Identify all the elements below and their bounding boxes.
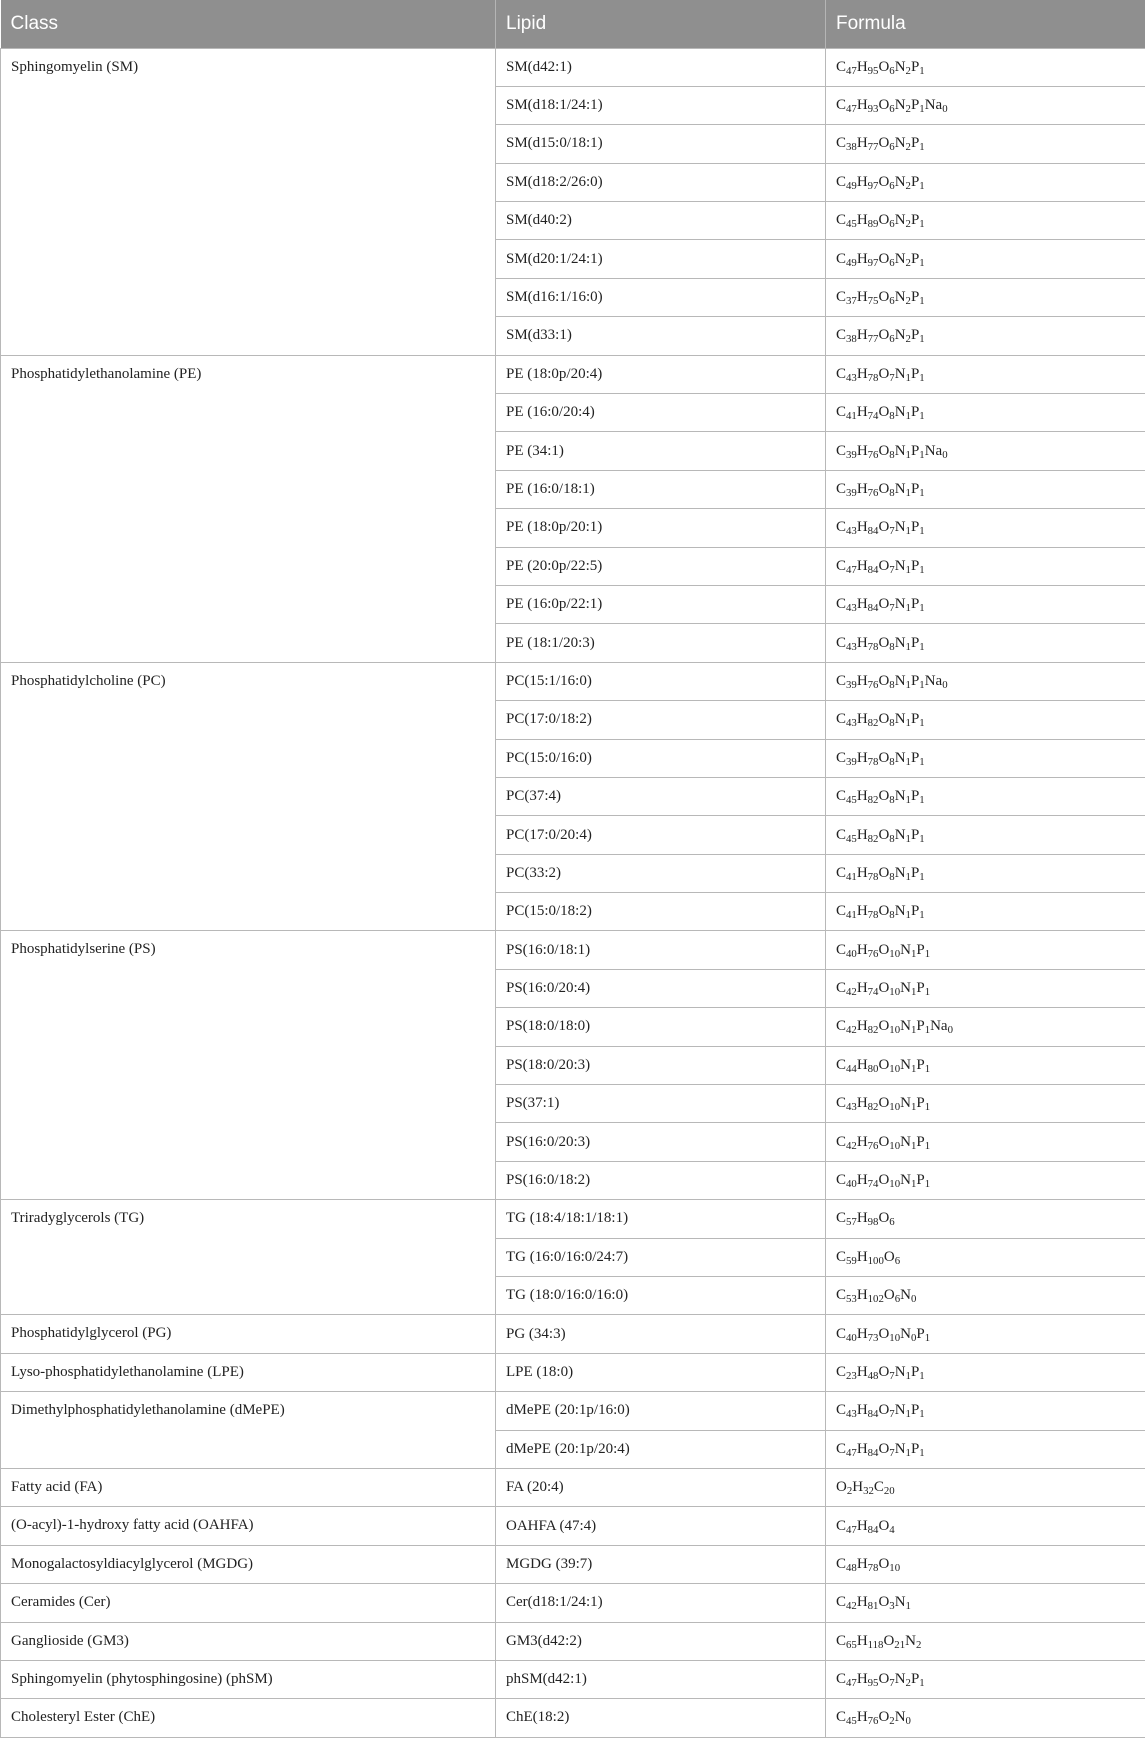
table-row — [1, 1584, 1145, 1622]
lipid-cell: MGDG (39:7) — [496, 1545, 826, 1583]
formula-cell: $C_{39}H_{76}O_8N_1P_1$ — [826, 470, 1145, 508]
formula-cell: $C_{43}H_{84}O_7N_1P_1$ — [826, 1392, 1145, 1430]
lipid-cell: PS(37:1) — [496, 1085, 826, 1123]
formula-cell: $C_{45}H_{82}O_8N_1P_1$ — [826, 816, 1145, 854]
formula-cell: $O_2H_{32}C_{20}$ — [826, 1468, 1145, 1506]
formula-cell: $C_{42}H_{74}O_{10}N_1P_1$ — [826, 969, 1145, 1007]
class-cell: Sphingomyelin (phytosphingosine) (phSM) — [1, 1660, 496, 1698]
class-cell: Fatty acid (FA) — [1, 1468, 496, 1506]
lipid-cell: PC(15:0/18:2) — [496, 893, 826, 931]
lipid-cell: PC(33:2) — [496, 854, 826, 892]
lipid-cell: PC(17:0/20:4) — [496, 816, 826, 854]
formula-cell: $C_{57}H_{98}O_6$ — [826, 1200, 1145, 1238]
formula-cell: $C_{37}H_{75}O_6N_2P_1$ — [826, 278, 1145, 316]
table-row — [1, 931, 1145, 969]
table-row — [1, 1545, 1145, 1583]
lipid-cell: SM(d20:1/24:1) — [496, 240, 826, 278]
formula-cell: $C_{44}H_{80}O_{10}N_1P_1$ — [826, 1046, 1145, 1084]
formula-cell: $C_{40}H_{74}O_{10}N_1P_1$ — [826, 1161, 1145, 1199]
lipid-cell: dMePE (20:1p/20:4) — [496, 1430, 826, 1468]
formula-cell: $C_{42}H_{76}O_{10}N_1P_1$ — [826, 1123, 1145, 1161]
formula-cell: $C_{43}H_{78}O_8N_1P_1$ — [826, 624, 1145, 662]
formula-cell: $C_{43}H_{82}O_{10}N_1P_1$ — [826, 1085, 1145, 1123]
formula-cell: $C_{47}H_{95}O_6N_2P_1$ — [826, 48, 1145, 86]
lipid-cell: PE (18:1/20:3) — [496, 624, 826, 662]
lipid-cell: SM(d16:1/16:0) — [496, 278, 826, 316]
lipid-cell: dMePE (20:1p/16:0) — [496, 1392, 826, 1430]
formula-cell: $C_{45}H_{76}O_2N_0$ — [826, 1699, 1145, 1737]
lipid-cell: ChE(18:2) — [496, 1699, 826, 1737]
formula-cell: $C_{41}H_{74}O_8N_1P_1$ — [826, 394, 1145, 432]
table-row — [1, 1699, 1145, 1737]
lipid-cell: PE (20:0p/22:5) — [496, 547, 826, 585]
formula-cell: $C_{59}H_{100}O_6$ — [826, 1238, 1145, 1276]
table-row — [1, 1353, 1145, 1391]
formula-cell: $C_{39}H_{76}O_8N_1P_1Na_0$ — [826, 662, 1145, 700]
formula-cell: $C_{45}H_{82}O_8N_1P_1$ — [826, 777, 1145, 815]
formula-cell: $C_{42}H_{81}O_3N_1$ — [826, 1584, 1145, 1622]
formula-cell: $C_{43}H_{78}O_7N_1P_1$ — [826, 355, 1145, 393]
lipid-cell: SM(d18:1/24:1) — [496, 86, 826, 124]
formula-cell: $C_{41}H_{78}O_8N_1P_1$ — [826, 854, 1145, 892]
lipid-cell: TG (18:0/16:0/16:0) — [496, 1277, 826, 1315]
formula-cell: $C_{40}H_{76}O_{10}N_1P_1$ — [826, 931, 1145, 969]
lipid-cell: TG (16:0/16:0/24:7) — [496, 1238, 826, 1276]
lipid-cell: PE (16:0/18:1) — [496, 470, 826, 508]
table-header — [1, 0, 1145, 48]
lipid-cell: phSM(d42:1) — [496, 1660, 826, 1698]
class-cell: Phosphatidylethanolamine (PE) — [1, 355, 496, 662]
class-cell: Ceramides (Cer) — [1, 1584, 496, 1622]
lipid-cell: PE (18:0p/20:4) — [496, 355, 826, 393]
formula-cell: $C_{40}H_{73}O_{10}N_0P_1$ — [826, 1315, 1145, 1353]
formula-cell: $C_{47}H_{84}O_7N_1P_1$ — [826, 1430, 1145, 1468]
formula-cell: $C_{47}H_{84}O_7N_1P_1$ — [826, 547, 1145, 585]
formula-cell: $C_{43}H_{84}O_7N_1P_1$ — [826, 509, 1145, 547]
table-row — [1, 1660, 1145, 1698]
formula-cell: $C_{45}H_{89}O_6N_2P_1$ — [826, 202, 1145, 240]
lipid-cell: SM(d15:0/18:1) — [496, 125, 826, 163]
formula-cell: $C_{49}H_{97}O_6N_2P_1$ — [826, 163, 1145, 201]
lipid-cell: GM3(d42:2) — [496, 1622, 826, 1660]
class-cell: (O-acyl)-1-hydroxy fatty acid (OAHFA) — [1, 1507, 496, 1545]
table-row — [1, 1200, 1145, 1238]
formula-cell: $C_{47}H_{84}O_4$ — [826, 1507, 1145, 1545]
lipid-cell: PC(37:4) — [496, 777, 826, 815]
table-body — [1, 48, 1145, 1737]
formula-cell: $C_{48}H_{78}O_{10}$ — [826, 1545, 1145, 1583]
lipid-cell: Cer(d18:1/24:1) — [496, 1584, 826, 1622]
lipid-cell: OAHFA (47:4) — [496, 1507, 826, 1545]
formula-cell: $C_{39}H_{76}O_8N_1P_1Na_0$ — [826, 432, 1145, 470]
formula-cell: $C_{23}H_{48}O_7N_1P_1$ — [826, 1353, 1145, 1391]
formula-cell: $C_{49}H_{97}O_6N_2P_1$ — [826, 240, 1145, 278]
class-cell: Ganglioside (GM3) — [1, 1622, 496, 1660]
table-row — [1, 48, 1145, 86]
lipid-cell: PS(16:0/18:1) — [496, 931, 826, 969]
formula-cell: $C_{39}H_{78}O_8N_1P_1$ — [826, 739, 1145, 777]
formula-cell: $C_{43}H_{84}O_7N_1P_1$ — [826, 585, 1145, 623]
lipid-cell: SM(d33:1) — [496, 317, 826, 355]
lipid-cell: LPE (18:0) — [496, 1353, 826, 1391]
formula-cell: $C_{38}H_{77}O_6N_2P_1$ — [826, 317, 1145, 355]
lipid-cell: PC(17:0/18:2) — [496, 701, 826, 739]
lipid-cell: SM(d40:2) — [496, 202, 826, 240]
column-header-lipid: Lipid — [496, 0, 826, 48]
formula-cell: $C_{41}H_{78}O_8N_1P_1$ — [826, 893, 1145, 931]
formula-cell: $C_{38}H_{77}O_6N_2P_1$ — [826, 125, 1145, 163]
class-cell: Sphingomyelin (SM) — [1, 48, 496, 355]
table-row — [1, 355, 1145, 393]
lipid-cell: PE (16:0/20:4) — [496, 394, 826, 432]
lipid-cell: PE (34:1) — [496, 432, 826, 470]
class-cell: Monogalactosyldiacylglycerol (MGDG) — [1, 1545, 496, 1583]
lipid-cell: SM(d18:2/26:0) — [496, 163, 826, 201]
lipid-cell: PS(18:0/20:3) — [496, 1046, 826, 1084]
table-row — [1, 1507, 1145, 1545]
lipid-cell: PC(15:1/16:0) — [496, 662, 826, 700]
class-cell: Cholesteryl Ester (ChE) — [1, 1699, 496, 1737]
formula-cell: $C_{47}H_{93}O_6N_2P_1Na_0$ — [826, 86, 1145, 124]
formula-cell: $C_{43}H_{82}O_8N_1P_1$ — [826, 701, 1145, 739]
lipid-cell: PE (18:0p/20:1) — [496, 509, 826, 547]
lipid-cell: PS(16:0/20:4) — [496, 969, 826, 1007]
table-row — [1, 662, 1145, 700]
lipid-cell: PE (16:0p/22:1) — [496, 585, 826, 623]
class-cell: Triradyglycerols (TG) — [1, 1200, 496, 1315]
column-header-class: Class — [1, 0, 496, 48]
formula-cell: $C_{42}H_{82}O_{10}N_1P_1Na_0$ — [826, 1008, 1145, 1046]
table-row — [1, 1622, 1145, 1660]
header-row — [1, 0, 1145, 48]
formula-cell: $C_{47}H_{95}O_7N_2P_1$ — [826, 1660, 1145, 1698]
formula-cell: $C_{53}H_{102}O_6N_0$ — [826, 1277, 1145, 1315]
class-cell: Dimethylphosphatidylethanolamine (dMePE) — [1, 1392, 496, 1469]
class-cell: Lyso-phosphatidylethanolamine (LPE) — [1, 1353, 496, 1391]
lipid-cell: PS(18:0/18:0) — [496, 1008, 826, 1046]
class-cell: Phosphatidylserine (PS) — [1, 931, 496, 1200]
formula-cell: $C_{65}H_{118}O_{21}N_2$ — [826, 1622, 1145, 1660]
class-cell: Phosphatidylcholine (PC) — [1, 662, 496, 931]
lipid-cell: TG (18:4/18:1/18:1) — [496, 1200, 826, 1238]
lipid-cell: PS(16:0/20:3) — [496, 1123, 826, 1161]
lipid-cell: PG (34:3) — [496, 1315, 826, 1353]
table-row — [1, 1315, 1145, 1353]
table-row — [1, 1392, 1145, 1430]
table-row — [1, 1468, 1145, 1506]
lipid-cell: SM(d42:1) — [496, 48, 826, 86]
lipid-cell: FA (20:4) — [496, 1468, 826, 1506]
class-cell: Phosphatidylglycerol (PG) — [1, 1315, 496, 1353]
lipid-cell: PS(16:0/18:2) — [496, 1161, 826, 1199]
lipid-cell: PC(15:0/16:0) — [496, 739, 826, 777]
column-header-formula: Formula — [826, 0, 1145, 48]
